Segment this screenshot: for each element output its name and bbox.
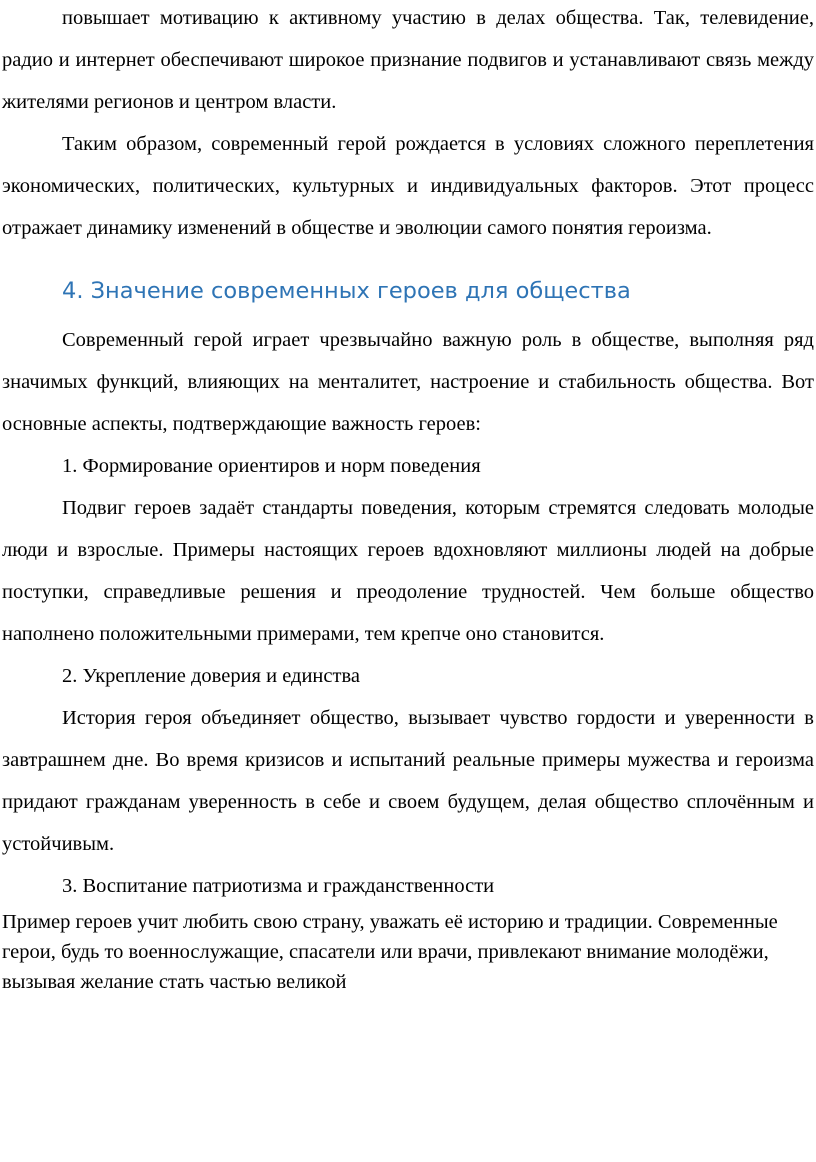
paragraph-item-2: История героя объединяет общество, вызывает чувство гордости и уверенности в завтрашнем дне. Во время кризисов и испытаний реальные примеры мужества и героизма придают гражданам уверенность в себе и своем будущем, делая общество сплочённым и устойчивым. — [2, 707, 814, 855]
section-heading: 4. Значение современных героев для общества — [62, 278, 631, 304]
paragraph-item-3: Пример героев учит любить свою страну, уважать её историю и традиции. Современные герои, будь то военнослужащие, спасатели или врачи, привлекают внимание молодёжи, вызывая желание стать частью великой — [2, 911, 778, 993]
list-item-title-3: 3. Воспитание патриотизма и гражданственности — [62, 875, 495, 897]
paragraph-section-intro: Современный герой играет чрезвычайно важную роль в обществе, выполняя ряд значимых функций, влияющих на менталитет, настроение и стабильность общества. Вот основные аспекты, подтверждающие важность героев: — [2, 329, 814, 435]
paragraph-item-1: Подвиг героев задаёт стандарты поведения, которым стремятся следовать молодые люди и взрослые. Примеры настоящих героев вдохновляют миллионы людей на добрые поступки, справедливые решения и преодоление трудностей. Чем больше общество наполнено положительными примерами, тем крепче оно становится. — [2, 497, 814, 645]
paragraph-continuation: повышает мотивацию к активному участию в делах общества. Так, телевидение, радио и интернет обеспечивают широкое признание подвигов и устанавливают связь между жителями регионов и центром власти. — [2, 7, 814, 113]
paragraph-conclusion: Таким образом, современный герой рождается в условиях сложного переплетения экономических, политических, культурных и индивидуальных факторов. Этот процесс отражает динамику изменений в обществе и эволюции самого понятия героизма. — [2, 133, 814, 239]
list-item-title-1: 1. Формирование ориентиров и норм поведения — [62, 455, 481, 477]
list-item-title-2: 2. Укрепление доверия и единства — [62, 665, 360, 687]
